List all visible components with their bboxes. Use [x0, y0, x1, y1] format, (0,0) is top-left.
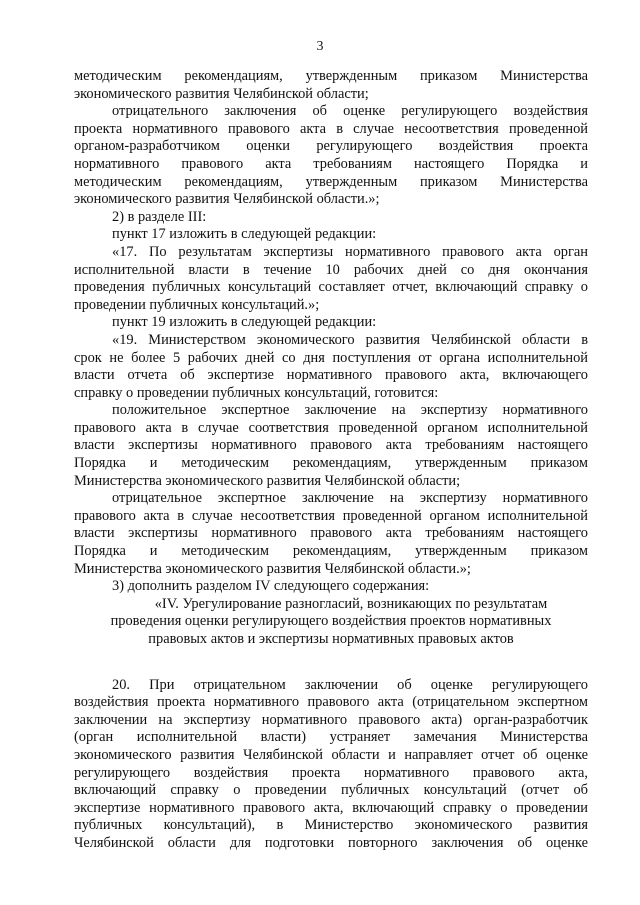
- text-line: нормативного правового акта требованиям настоящего Порядка и: [74, 155, 588, 172]
- text-line: (орган исполнительной власти) устраняет замечания Министерства: [74, 729, 588, 746]
- text-line: проекта нормативного правового акта в случае несоответствия проведенной: [74, 120, 588, 137]
- section-heading-line: проведения оценки регулирующего воздействия проектов нормативных: [110, 613, 552, 630]
- text-line: отрицательное экспертное заключение на экспертизу нормативного: [112, 490, 588, 507]
- text-line: регулирующего воздействия проекта нормативного правового акта,: [74, 764, 588, 781]
- text-line: Порядка и методическим рекомендациям, утвержденным приказом: [74, 455, 588, 472]
- text-line: проведении публичных консультаций.»;: [74, 296, 320, 313]
- text-line: 3) дополнить разделом IV следующего содержания:: [112, 578, 430, 595]
- text-line: Министерства экономического развития Челябинской области.»;: [74, 560, 471, 577]
- text-line: Министерства экономического развития Челябинской области;: [74, 472, 461, 489]
- text-line: положительное экспертное заключение на экспертизу нормативного: [112, 402, 588, 419]
- text-line: экономического развития Челябинской области.»;: [74, 191, 380, 208]
- text-line: справку о проведении публичных консультаций, готовится:: [74, 384, 439, 401]
- section-heading-line: правовых актов и экспертизы нормативных правовых актов: [148, 631, 514, 647]
- text-line: срок не более 5 рабочих дней со дня поступления от органа исполнительной: [74, 349, 588, 366]
- document-body: [74, 68, 588, 853]
- text-line: правового акта в случае соответствия проведенной органом исполнительной: [74, 419, 588, 436]
- text-line: проведения публичных консультаций составляет отчет, включающий справку о: [74, 279, 588, 296]
- text-line: методическим рекомендациям, утвержденным приказом Министерства: [74, 68, 588, 84]
- text-line: 20. При отрицательном заключении об оценке регулирующего: [112, 676, 588, 693]
- page-number: 3: [316, 39, 324, 54]
- text-line: 2) в разделе III:: [112, 208, 207, 225]
- text-line: пункт 17 изложить в следующей редакции:: [112, 226, 377, 243]
- text-line: экономического развития Челябинской области и направляет отчет об оценке: [74, 746, 588, 763]
- text-line: власти экспертизы нормативного правового акта требованиям настоящего: [74, 525, 588, 542]
- text-line: включающий справку о проведении публичных консультаций (отчет об: [74, 782, 588, 799]
- paragraph-gap: [74, 649, 588, 677]
- text-line: заключении на экспертизу нормативного правового акта) орган-разработчик: [74, 711, 588, 728]
- text-line: исполнительной власти в течение 10 рабочих дней со дня окончания: [74, 261, 588, 278]
- text-line: воздействия проекта нормативного правового акта (отрицательном экспертном: [74, 694, 588, 711]
- text-line: публичных консультаций), в Министерство экономического развития: [74, 817, 588, 834]
- text-line: Челябинской области для подготовки повторного заключения об оценке: [74, 834, 588, 851]
- text-line: власти отчета об экспертизе нормативного правового акта, включающего: [74, 367, 588, 384]
- section-heading-line: «IV. Урегулирование разногласий, возникающих по результатам: [154, 595, 548, 612]
- text-line: методическим рекомендациям, утвержденным приказом Министерства: [74, 173, 588, 190]
- text-line: власти экспертизы нормативного правового акта требованиям настоящего: [74, 437, 588, 454]
- text-line: экспертизе нормативного правового акта, включающий справку о проведении: [74, 799, 588, 816]
- text-line: Порядка и методическим рекомендациям, утвержденным приказом: [74, 543, 588, 560]
- text-line: правового акта в случае несоответствия проведенной органом исполнительной: [74, 507, 588, 524]
- text-line: отрицательного заключения об оценке регулирующего воздействия: [112, 103, 588, 120]
- text-line: «17. По результатам экспертизы нормативного правового акта орган: [112, 243, 588, 260]
- text-line: экономического развития Челябинской области;: [74, 85, 369, 102]
- text-line: органом-разработчиком оценки регулирующего воздействия проекта: [74, 138, 588, 155]
- text-line: «19. Министерством экономического развития Челябинской области в: [112, 331, 588, 348]
- text-line: пункт 19 изложить в следующей редакции:: [112, 314, 377, 331]
